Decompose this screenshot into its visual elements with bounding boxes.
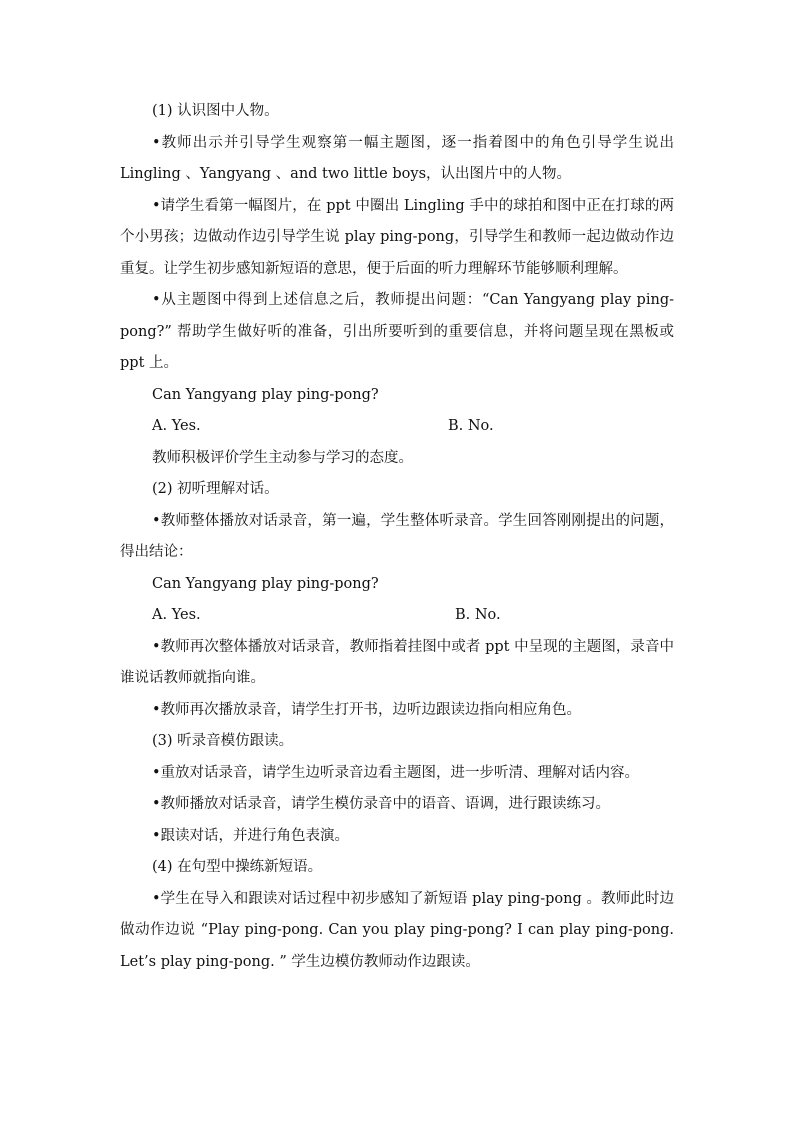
paragraph: •跟读对话，并进行角色表演。 — [152, 827, 350, 844]
paragraph: •重放对话录音，请学生边听录音边看主题图，进一步听清、理解对话内容。 — [152, 764, 640, 781]
answer-options — [120, 600, 674, 632]
paragraph: •请学生看第一幅图片，在 ppt 中圈出 Lingling 手中的球拍和图中正在打球的两个小男孩；边做动作边引导学生说 play ping-pong，引导学生和教师一起边做动作边重复。让学生初步感知新短语的意思，便于后面的听力理解环节能够顺利理解。 — [120, 197, 674, 277]
document-body — [120, 96, 674, 978]
option-b: B. No. — [448, 418, 494, 434]
paragraph: •从主题图中得到上述信息之后，教师提出问题：“Can Yangyang play ping-pong?” 帮助学生做好听的准备，引出所要听到的重要信息，并将问题呈现在黑板或 ppt 上。 — [120, 292, 674, 371]
paragraph: •教师再次播放录音，请学生打开书，边听边跟读边指向相应角色。 — [152, 701, 582, 718]
paragraph: 教师积极评价学生主动参与学习的态度。 — [152, 449, 413, 466]
paragraph: •教师再次整体播放对话录音，教师指着挂图中或者 ppt 中呈现的主题图，录音中谁说话教师就指向谁。 — [120, 638, 674, 686]
answer-options — [120, 411, 674, 443]
paragraph: •教师播放对话录音，请学生模仿录音中的语音、语调，进行跟读练习。 — [152, 796, 611, 812]
option-b: B. No. — [455, 607, 501, 623]
paragraph: Can Yangyang play ping-pong? — [152, 575, 379, 592]
section-heading: (1) 认识图中人物。 — [152, 103, 279, 119]
section-heading: (3) 听录音模仿跟读。 — [152, 733, 294, 749]
option-a: A. Yes. — [152, 418, 201, 434]
paragraph: •教师出示并引导学生观察第一幅主题图，逐一指着图中的角色引导学生说出 Lingling 、Yangyang 、and two little boys，认出图片中的人物。 — [120, 134, 674, 182]
paragraph: Can Yangyang play ping-pong? — [152, 386, 379, 403]
option-a: A. Yes. — [152, 607, 201, 623]
section-heading: (4) 在句型中操练新短语。 — [152, 859, 323, 875]
paragraph: •学生在导入和跟读对话过程中初步感知了新短语 play ping-pong 。教师此时边做动作边说 “Play ping-pong. Can you play ping-pong? I can play ping-pong. Let’s play ping-pong. ” 学生边模仿教师动作边跟读。 — [120, 890, 674, 970]
section-heading: (2) 初听理解对话。 — [152, 481, 279, 497]
paragraph: •教师整体播放对话录音，第一遍，学生整体听录音。学生回答刚刚提出的问题，得出结论： — [120, 512, 674, 560]
